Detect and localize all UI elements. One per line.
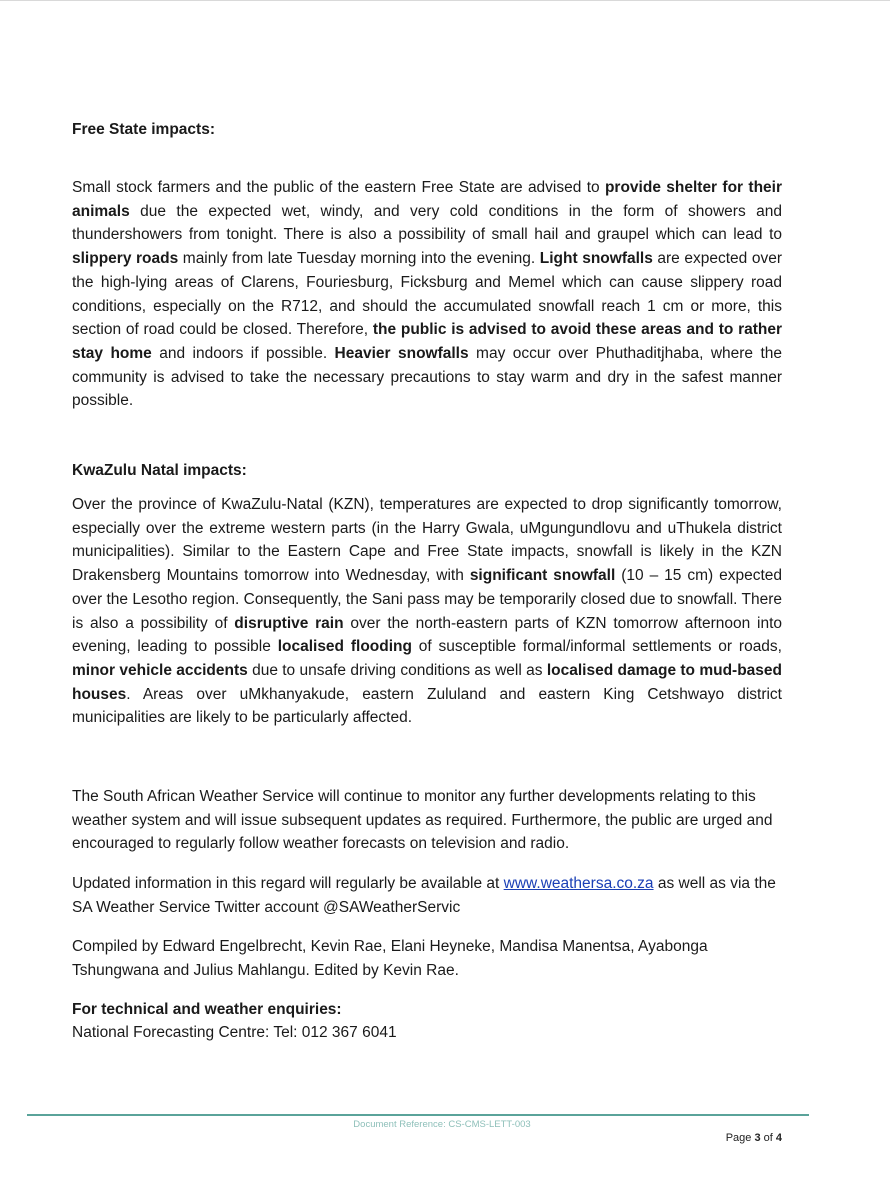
text-run: (10 – 15 cm) expected over the Lesotho region. Consequently, the Sani pass may be temporarily closed due to snowfall. There is also a possibility of	[72, 567, 782, 632]
page-of: of	[760, 1132, 776, 1144]
bold-run: the public is advised to avoid these areas and to rather stay home	[72, 321, 782, 362]
text-run: due to unsafe driving conditions as well as	[247, 661, 547, 679]
text-run: may occur over Phuthaditjhaba, where the community is advised to take the necessary precautions to stay warm and dry in the safest manner possible.	[72, 344, 783, 410]
free-state-heading: Free State impacts:	[72, 121, 215, 138]
updated-paragraph	[72, 872, 782, 919]
page-current: 3	[754, 1132, 761, 1144]
text-run: are expected over the high-lying areas of Clarens, Fouriesburg, Ficksburg and Memel which can cause slippery road conditions, especially on the R712, and should the accumulated snowfall reach 1 cm or more, this section of road could be closed. Therefore,	[72, 250, 782, 339]
bold-run: Light snowfalls	[539, 250, 653, 268]
enquiries-heading: For technical and weather enquiries:	[72, 1001, 342, 1018]
page-total: 4	[775, 1132, 782, 1144]
text-run: over the north-eastern parts of KZN tomorrow afternoon into evening, leading to possible	[72, 614, 783, 656]
text-run: of susceptible formal/informal settlements or roads,	[411, 638, 782, 656]
bold-run: significant snowfall	[469, 567, 616, 585]
text-run: mainly from late Tuesday morning into the evening.	[178, 250, 540, 268]
free-state-body	[72, 176, 782, 413]
page-number	[726, 1132, 782, 1144]
page-prefix: Page	[725, 1132, 755, 1144]
bold-run: localised flooding	[277, 638, 412, 656]
bold-run: provide shelter for their animals	[72, 179, 782, 220]
text-run: and indoors if possible.	[151, 344, 335, 362]
updated-section	[72, 872, 782, 919]
kzn-body	[72, 493, 782, 730]
free-state-paragraph	[72, 176, 782, 413]
document-reference: Document Reference: CS-CMS-LETT-003	[353, 1119, 531, 1130]
text-run: due the expected wet, windy, and very cold conditions in the form of showers and thundershowers from tonight. There is also a possibility of small hail and graupel which can lead to	[72, 202, 782, 244]
enquiries-line: National Forecasting Centre: Tel: 012 367 6041	[72, 1024, 397, 1041]
bold-run: Heavier snowfalls	[334, 344, 469, 362]
kzn-paragraph	[72, 493, 782, 730]
text-run: Small stock farmers and the public of the eastern Free State are advised to	[72, 179, 605, 196]
bold-run: minor vehicle accidents	[72, 661, 248, 679]
monitor-paragraph: The South African Weather Service will continue to monitor any further developments relating to this weather system and will issue subsequent updates as required. Furthermore, the public are urged and encouraged to regularly follow weather forecasts on television and radio.	[72, 788, 773, 853]
monitor-section	[72, 785, 782, 856]
text-run: Over the province of KwaZulu-Natal (KZN), temperatures are expected to drop significantly tomorrow, especially over the extreme western parts (in the Harry Gwala, uMgungundlovu and uThukela district municipalities). Similar to the Eastern Cape and Free State impacts, snowfall is likely in the KZN Drakensberg Mountains tomorrow into Wednesday, with	[72, 496, 782, 585]
weathersa-link[interactable]: www.weathersa.co.za	[503, 875, 654, 892]
enquiries-section	[72, 999, 782, 1045]
bold-run: slippery roads	[72, 250, 179, 268]
free-state-section	[72, 119, 782, 141]
compiled-section	[72, 935, 782, 982]
bold-run: localised damage to mud-based houses	[72, 661, 782, 703]
kzn-heading: KwaZulu Natal impacts:	[72, 462, 247, 479]
kzn-section	[72, 460, 782, 482]
text-run: . Areas over uMkhanyakude, eastern Zululand and eastern King Cetshwayo district municipalities are likely to be particularly affected.	[72, 685, 782, 727]
text-run: as well as via the SA Weather Service Twitter account @SAWeatherServic	[72, 875, 776, 916]
compiled-paragraph: Compiled by Edward Engelbrecht, Kevin Rae, Elani Heyneke, Mandisa Manentsa, Ayabonga Tshungwana and Julius Mahlangu. Edited by Kevin Rae.	[72, 938, 708, 979]
bold-run: disruptive rain	[234, 614, 344, 632]
footer-divider	[27, 1114, 809, 1116]
text-run: Updated information in this regard will regularly be available at	[72, 875, 504, 892]
